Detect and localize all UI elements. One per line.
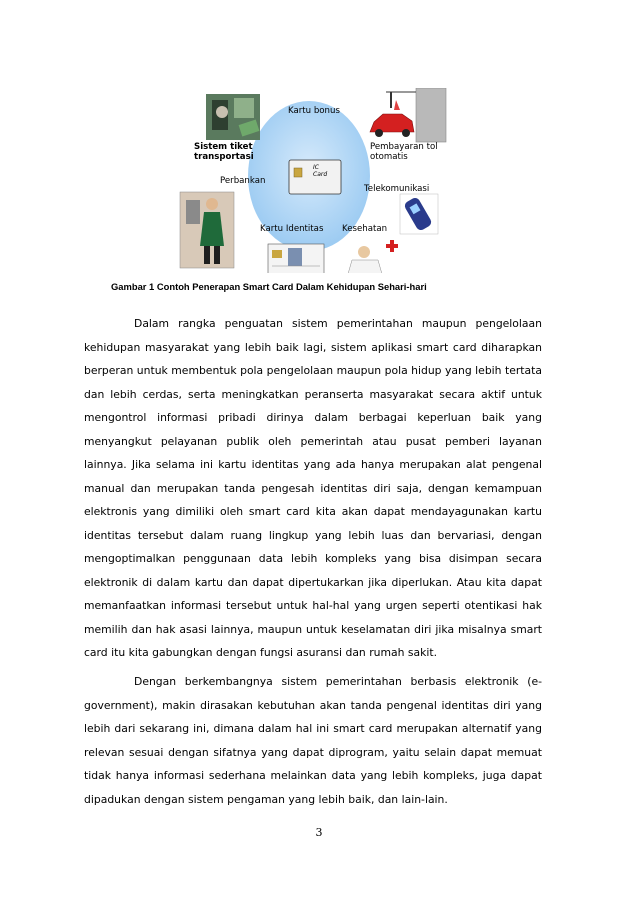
figure-caption: Gambar 1 Contoh Penerapan Smart Card Dalam Kehidupan Sehari-hari <box>111 281 427 292</box>
label-telekomunikasi: Telekomunikasi <box>364 184 430 194</box>
page-number: 3 <box>315 826 323 839</box>
mobile-phone-image <box>400 194 438 234</box>
label-sistem-tiket-bold: Sistem tiket <box>194 142 253 152</box>
health-image <box>348 240 398 273</box>
identity-card-image <box>268 244 324 273</box>
label-card: Card <box>313 171 328 178</box>
label-kartu-identitas: Kartu Identitas <box>260 224 324 234</box>
toll-payment-image <box>370 88 446 142</box>
label-kartu-bonus: Kartu bonus <box>288 106 340 116</box>
ticket-transport-image <box>206 94 260 140</box>
label-perbankan: Perbankan <box>220 176 266 186</box>
label-kesehatan: Kesehatan <box>342 224 388 234</box>
label-pembayaran-line2: otomatis <box>370 152 408 162</box>
label-ic: IC <box>313 164 319 171</box>
smart-card-diagram <box>176 88 448 273</box>
label-sistem-tiket-line2 <box>194 152 254 162</box>
paragraph-1: Dalam rangka penguatan sistem pemerintahan maupun pengelolaan kehidupan masyarakat yang lebih baik lagi, sistem aplikasi smart card diharapkan berperan untuk membentuk pola pengelolaan maupun pola hidup yang lebih tertata dan lebih cerdas, serta meningkatkan peranserta masyarakat secara aktif untuk mengontrol informasi pribadi dirinya dalam berbagai keperluan baik yang menyangkut pelayanan publik oleh pemerintah atau pusat pemberi layanan lainnya. Jika selama ini kartu identitas yang ada hanya merupakan alat pengenal manual dan merupakan tanda pengesah identitas diri saja, dengan kemampuan elektronis yang dimiliki oleh smart card kita akan dapat mendayagunakan kartu identitas tersebut dalam ruang lingkup yang lebih luas dan bervariasi, dengan mengoptimalkan penggunaan data lebih kompleks yang bisa disimpan secara elektronik di dalam kartu dan dapat dipertukarkan jika diperlukan. Atau kita dapat memanfaatkan informasi tersebut untuk hal-hal yang urgen seperti otentikasi hak memilih dan hak asasi lainnya, maupun untuk keselamatan diri jika misalnya smart card itu kita gabungkan dengan fungsi asuransi dan rumah sakit. <box>84 317 542 659</box>
label-sistem-tiket-line1 <box>194 142 253 152</box>
label-pembayaran-line1: Pembayaran tol <box>370 142 438 152</box>
label-transportasi-bold: transportasi <box>194 152 254 162</box>
banking-image <box>180 192 234 268</box>
paragraph-2: Dengan berkembangnya sistem pemerintahan berbasis elektronik (e-government), makin dirasakan kebutuhan akan tanda pengenal identitas diri yang lebih dari sekarang ini, dimana dalam hal ini smart card merupakan alternatif yang relevan sesuai dengan sifatnya yang dapat diprogram, yaitu selain dapat memuat tidak hanya informasi sederhana melainkan data yang lebih kompleks, juga dapat dipadukan dengan sistem pengaman yang lebih baik, dan lain-lain. <box>84 675 542 806</box>
